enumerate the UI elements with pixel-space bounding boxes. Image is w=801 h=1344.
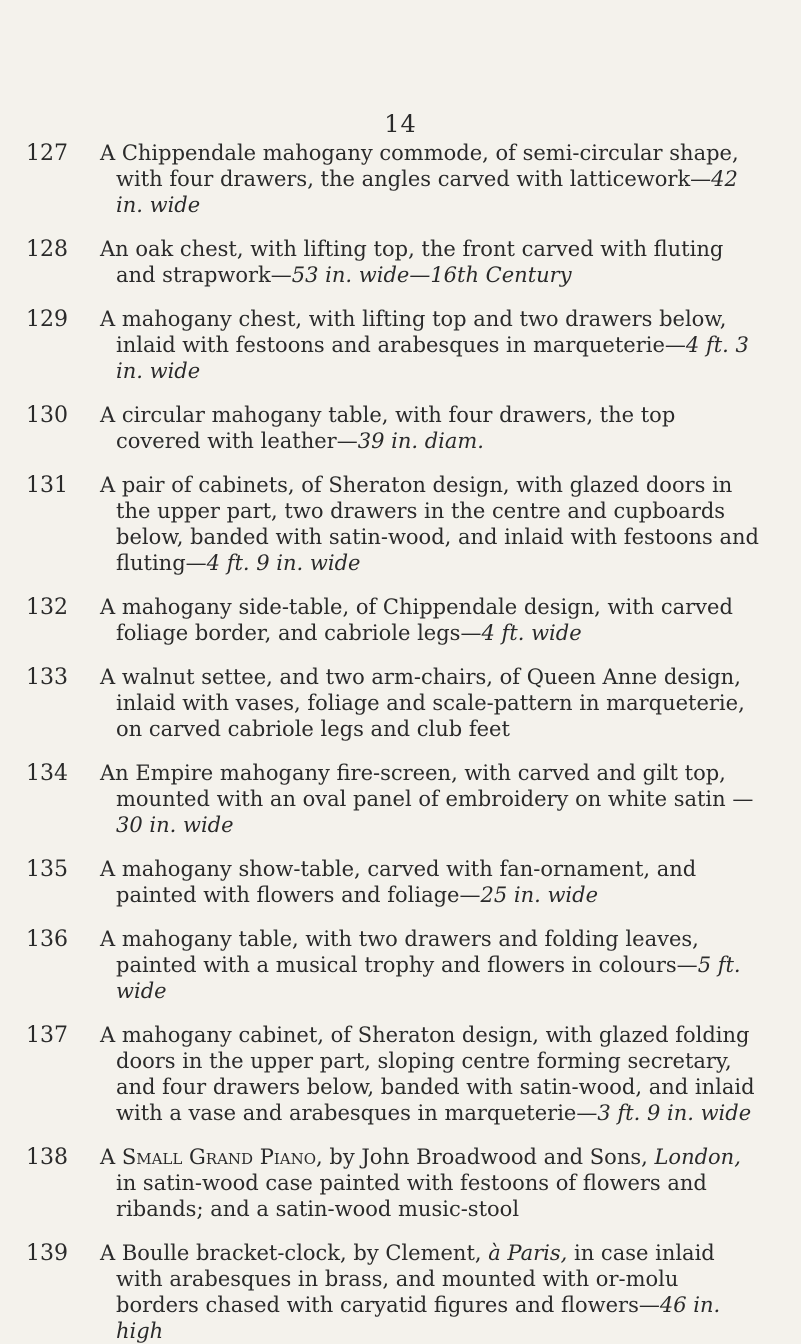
lot-text: A mahogany show-table, carved with fan-ornament, and painted with flowers and foliage— (100, 857, 697, 907)
lot-entry (0, 472, 801, 576)
lot-entry (0, 1144, 801, 1222)
lot-entry (0, 760, 801, 838)
lot-place: à Paris, (488, 1241, 568, 1265)
lot-text: A Chippendale mahogany commode, of semi-circular shape, with four drawers, the angles carved with latticework— (100, 141, 739, 191)
lot-number: 127 (26, 141, 68, 166)
lot-description (100, 664, 760, 742)
lot-entry (0, 402, 801, 454)
lot-description (100, 1144, 760, 1222)
lot-number: 132 (26, 595, 68, 620)
lot-description (100, 856, 760, 908)
lot-number: 131 (26, 473, 68, 498)
lot-number: 130 (26, 403, 68, 428)
lot-text: by John Broadwood and Sons, (322, 1145, 655, 1169)
lot-text: An oak chest, with lifting top, the front carved with fluting and strapwork— (100, 237, 724, 287)
lot-measure: 53 in. wide—16th Century (291, 263, 572, 287)
lot-text: A mahogany side-table, of Chippendale design, with carved foliage border, and cabriole legs— (100, 595, 733, 645)
lot-text: A circular mahogany table, with four drawers, the top covered with leather— (100, 403, 676, 453)
lot-title-smallcaps: A Small Grand Piano, (100, 1145, 323, 1169)
lot-description (100, 926, 760, 1004)
lot-number: 138 (26, 1145, 68, 1170)
lot-entry (0, 664, 801, 742)
lot-measure: 46 in. high (116, 1293, 721, 1343)
lot-number: 133 (26, 665, 68, 690)
lot-text: A mahogany cabinet, of Sheraton design, with glazed folding doors in the upper part, sloping centre forming secretary, and four drawers below, banded with satin-wood, and inlaid with a vase and arabesques in marqueterie— (100, 1023, 755, 1125)
lot-number: 129 (26, 307, 68, 332)
lot-description (100, 402, 760, 454)
lot-measure: 5 ft. wide (116, 953, 741, 1003)
lot-number: 137 (26, 1023, 68, 1048)
lot-entry (0, 140, 801, 218)
lot-description (100, 1022, 760, 1126)
lot-text-continued: in case inlaid with arabesques in brass, and mounted with or-molu borders chased with caryatid figures and flowers— (116, 1241, 715, 1317)
lot-measure: 4 ft. wide (481, 621, 582, 645)
lot-measure: 4 ft. 9 in. wide (206, 551, 361, 575)
lot-measure: 30 in. wide (116, 813, 234, 837)
lot-number: 136 (26, 927, 68, 952)
lot-measure: 3 ft. 9 in. wide (597, 1101, 752, 1125)
lot-number: 134 (26, 761, 68, 786)
lot-entry (0, 236, 801, 288)
lot-description (100, 306, 760, 384)
lot-measure: 42 in. wide (116, 167, 738, 217)
lot-number: 135 (26, 857, 68, 882)
lot-description (100, 594, 760, 646)
lot-entry (0, 594, 801, 646)
lot-entry (0, 856, 801, 908)
lot-list (0, 140, 801, 1344)
lot-measure: 25 in. wide (480, 883, 599, 907)
lot-place: London, (654, 1145, 741, 1169)
lot-number: 139 (26, 1241, 68, 1266)
lot-measure: 39 in. diam. (357, 429, 484, 453)
lot-entry (0, 1240, 801, 1344)
lot-measure: 4 ft. 3 in. wide (116, 333, 749, 383)
lot-entry (0, 306, 801, 384)
lot-number: 128 (26, 237, 68, 262)
lot-text-continued: in satin-wood case painted with festoons of flowers and ribands; and a satin-wood music-stool (116, 1171, 707, 1221)
lot-text: An Empire mahogany fire-screen, with carved and gilt top, mounted with an oval panel of embroidery on white satin — (100, 761, 754, 811)
lot-description (100, 140, 760, 218)
lot-entry (0, 926, 801, 1004)
lot-text: A pair of cabinets, of Sheraton design, with glazed doors in the upper part, two drawers in the centre and cupboards below, banded with satin-wood, and inlaid with festoons and fluting— (100, 473, 759, 575)
lot-text: A mahogany table, with two drawers and folding leaves, painted with a musical trophy and flowers in colours— (100, 927, 699, 977)
lot-text: A mahogany chest, with lifting top and two drawers below, inlaid with festoons and arabesques in marqueterie— (100, 307, 727, 357)
page-number: 14 (384, 110, 417, 138)
lot-description (100, 1240, 760, 1344)
lot-description (100, 472, 760, 576)
lot-entry (0, 1022, 801, 1126)
lot-text: A walnut settee, and two arm-chairs, of Queen Anne design, inlaid with vases, foliage and scale-pattern in marqueterie, on carved cabriole legs and club feet (100, 665, 745, 741)
lot-description (100, 760, 760, 838)
lot-description (100, 236, 760, 288)
lot-text: A Boulle bracket-clock, by Clement, (100, 1241, 489, 1265)
